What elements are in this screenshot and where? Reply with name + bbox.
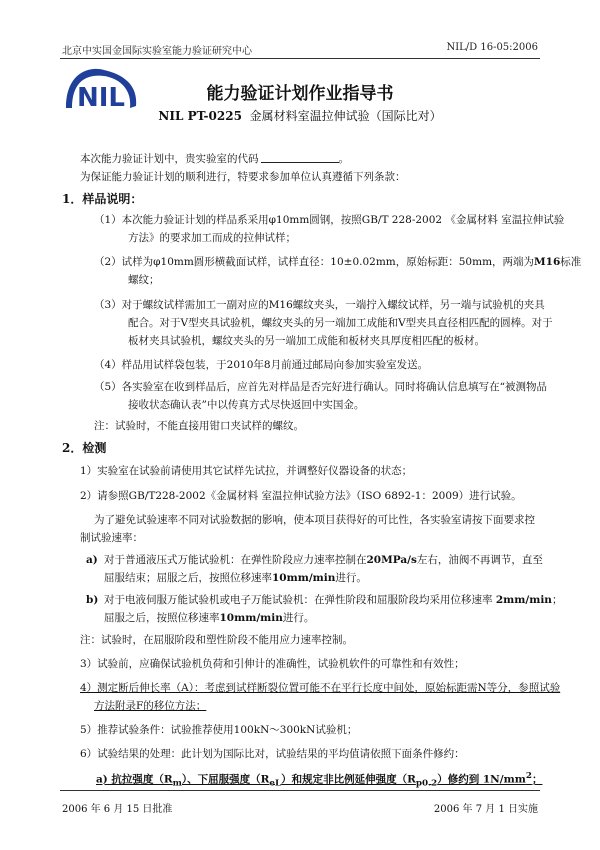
lab-code-blank [261, 151, 339, 163]
program-name: 金属材料室温拉伸试验（国际比对） [249, 109, 442, 123]
s2-b-line-1: 对于电液伺服万能试验机或电子万能试验机：在弹性阶段和屈服阶段均采用位移速率 2mm/min； [104, 594, 563, 606]
footer-effective-date: 2006 年 7 月 1 日实施 [433, 804, 538, 815]
s1-item-2-line-2: 螺纹； [128, 274, 160, 286]
s2-a-label: a) [86, 554, 98, 566]
footer-divider [60, 790, 540, 791]
s1-item-3-line-1: （3）对于螺纹试样需加工一副对应的M16螺纹夹头，一端拧入螺纹试样，另一端与试验机的夹具 [94, 299, 545, 311]
s1-item-5-line-1: （5）各实验室在收到样品后，应首先对样品是否完好进行确认。同时将确认信息填写在“被测物品 [94, 381, 548, 393]
s2-item-3: 3）试验前，应确保试验机负荷和引伸计的准确性，试验机软件的可靠性和有效性； [80, 658, 465, 670]
s2-item-1: 1）实验室在试验前请使用其它试样先试拉，并调整好仪器设备的状态； [80, 465, 413, 477]
intro-line-1: 本次能力验证计划中，贵实验室的代码 。 [80, 153, 349, 165]
footer-approved-date: 2006 年 6 月 15 日批准 [62, 804, 173, 815]
header-org: 北京中实国金国际实验室能力验证研究中心 [62, 46, 252, 57]
s1-note: 注：试验时，不能直接用钳口夹试样的螺纹。 [94, 420, 304, 432]
s2-item-5: 5）推荐试验条件：试验推荐使用100kN～300kN试验机； [80, 724, 358, 736]
s2-b-label: b) [86, 594, 99, 606]
s1-item-2-line-1: （2）试样为φ10mm圆形横截面试样，试样直径：10±0.02mm，原始标距：50mm，两端为M16标准 [94, 256, 582, 268]
s1-item-3-line-3: 板材夹具试验机，螺纹夹头的另一端加工成能和板材夹具厚度相匹配的板材。 [128, 335, 485, 347]
s2-a-line-1: 对于普通液压式万能试验机：在弹性阶段应力速率控制在20MPa/s左右，油阀不再调节，直至 [104, 554, 543, 566]
s2-a-line-2: 屈服结束；屈服之后，按照位移速率10mm/min进行。 [104, 572, 367, 584]
s2-note: 注：试验时，在屈服阶段和塑性阶段不能用应力速率控制。 [80, 634, 353, 646]
s1-item-1-line-1: （1）本次能力验证计划的样品系采用φ10mm圆钢，按照GB/T 228-2002 《金属材料 室温拉伸试验 [94, 214, 565, 226]
s2-item-2: 2）请参照GB/T228-2002《金属材料 室温拉伸试验方法》（ISO 6892-1：2009）进行试验。 [80, 490, 522, 502]
s1-item-4: （4）样品用试样袋包装，于2010年8月前通过邮局向参加实验室发送。 [94, 359, 429, 371]
s2-item-6a: a) 抗拉强度$(R_m)$、下屈服强度$(R_{eL})$和规定非比例延伸强度$(R_{p0.2})$修约到 $1N/mm^2$； [96, 771, 543, 789]
s1-item-3-line-2: 配合。对于V型夹具试验机，螺纹夹头的另一端加工成能和V型夹具直径相匹配的圆棒。对于 [128, 317, 553, 329]
s2-para-line-1: 为了避免试验速率不同对试验数据的影响，使本项目获得好的可比性，各实验室请按下面要求控 [94, 514, 535, 526]
s2-item-4-line-2: 方法附录F的移位方法； [94, 700, 207, 712]
s1-item-5-line-2: 接收状态确认表”中以传真方式尽快返回中实国金。 [128, 399, 365, 411]
logo-text: NIL [76, 83, 126, 113]
s2-item-6: 6）试验结果的处理：此计划为国际比对，试验结果的平均值请依照下面条件修约： [80, 748, 465, 760]
header-doc-code: NIL/D 16-05:2006 [446, 42, 538, 53]
s2-b-line-2: 屈服之后，按照位移速率10mm/min进行。 [104, 612, 315, 624]
header-divider [60, 58, 540, 59]
page-title: 能力验证计划作业指导书 [206, 84, 394, 104]
section-1-heading: 1．样品说明： [62, 192, 143, 206]
s1-item-1-line-2: 方法》的要求加工而成的拉伸试样； [128, 232, 296, 244]
s2-item-4-line-1: 4）测定断后伸长率（A）：考虑到试样断裂位置可能不在平行长度中间处，原始标距需N等分，参照试验 [80, 682, 561, 694]
page-subtitle [0, 107, 600, 124]
intro-line-2: 为保证能力验证计划的顺利进行，特要求参加单位认真遵循下列条款： [80, 171, 406, 183]
section-2-heading: 2．检测 [62, 441, 107, 455]
s2-para-line-2: 制试验速率： [80, 532, 143, 544]
program-code: NIL PT-0225 [158, 109, 242, 123]
